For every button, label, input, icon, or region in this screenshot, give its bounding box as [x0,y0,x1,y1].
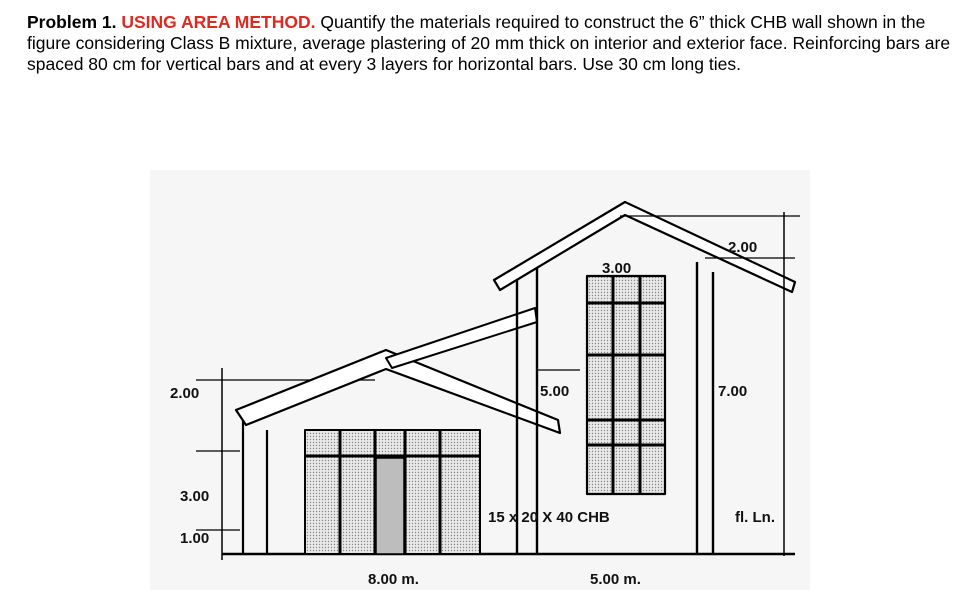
floor-line-label: fl. Ln. [735,509,775,526]
dim-ridge-width: 3.00 [602,260,632,277]
dim-left-bottom: 1.00 [180,530,210,547]
door-panel [376,458,404,554]
dim-width-right: 5.00 m. [590,571,641,588]
dim-width-left: 8.00 m. [368,571,419,588]
problem-number: Problem 1. [27,12,117,32]
dim-left-mid: 3.00 [180,488,210,505]
problem-body: Quantify the materials required to construct the 6” thick CHB wall shown in the figure considering Class B mixture, average plastering of 20 mm thick on interior and exterior face. Reinforcing bars are spaced 80 cm for vertical bars and at every 3 layers for horizontal bars. Use 30 cm long ties. [27,12,951,74]
dim-left-top: 2.00 [170,385,200,402]
block-spec: 15 x 20 X 40 CHB [488,509,610,526]
dim-right-top: 2.00 [728,239,758,256]
problem-method: USING AREA METHOD. [121,12,316,32]
dim-inner-height: 5.00 [540,383,570,400]
dim-right-height: 7.00 [718,383,748,400]
tall-window [587,276,665,494]
